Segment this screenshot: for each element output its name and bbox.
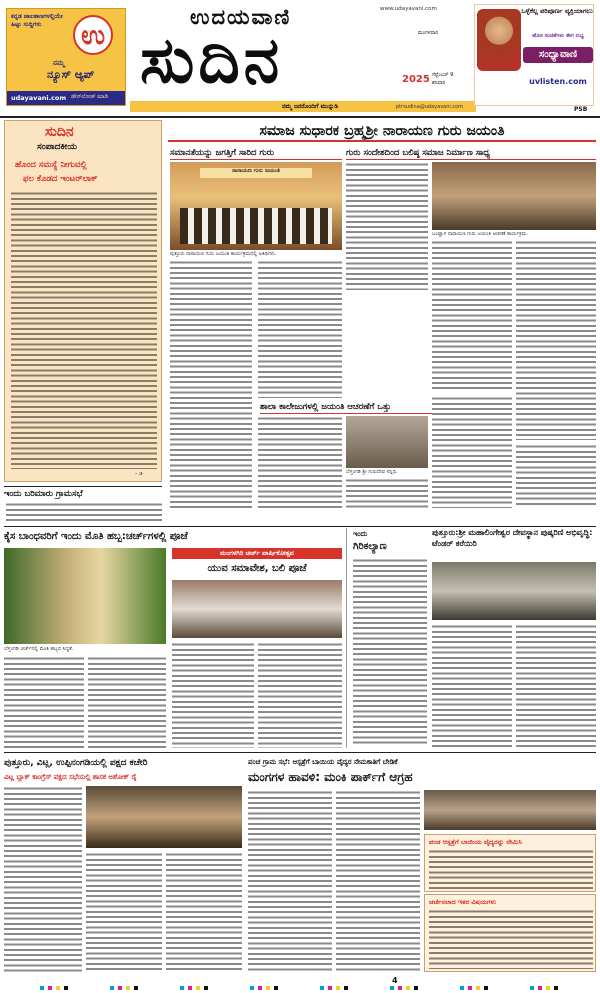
email: ptrsudina@udayavani.com bbox=[396, 104, 464, 110]
mid-headline-left: ಕೈಸ ಬಾಂಧವರಿಗೆ ಇಂದು ಮೊತಿ ಹಬ್ಬ:ಚರ್ಚ್‌ಗಳಲ್ಲಿ ಪೂಜೆ bbox=[4, 531, 188, 542]
section-rule-1 bbox=[4, 526, 596, 527]
lead-right-col3 bbox=[516, 240, 596, 440]
mid-right-box bbox=[346, 528, 428, 748]
lead-mid-col1 bbox=[258, 416, 342, 508]
promo-bottom-bar bbox=[7, 91, 126, 106]
mid-left-col2 bbox=[88, 656, 166, 748]
psb-label: PSB bbox=[574, 106, 588, 113]
mid-right-body bbox=[353, 558, 427, 746]
editorial-box bbox=[4, 120, 162, 482]
mid-mid-col1 bbox=[172, 642, 254, 748]
bottom-box2-title: ಚರ್ಚೆಸಲಾದ ಇತರ ವಿಷಯಗಳು bbox=[429, 898, 496, 906]
mid-left-col1 bbox=[4, 656, 84, 748]
mid-far-col2 bbox=[516, 624, 596, 748]
promo-line1: ಕನ್ನಡ ಜಾಲತಾಣಗಳಲ್ಲಿಯೇ ಹಿಟ್ಟು ಸುದ್ದಿಗಳು bbox=[11, 13, 63, 28]
mid-kicker-right: ಇಂದು bbox=[353, 530, 368, 538]
ad-sub: ಹೊಸ ಸಂಚಿಕೆಗಳು ಈಗ ಲಭ್ಯ bbox=[532, 33, 584, 39]
lead-photo-mid bbox=[346, 416, 428, 468]
audio-ad[interactable] bbox=[474, 4, 594, 106]
masthead-rule bbox=[0, 116, 600, 118]
lead-caption: ಪುತ್ತೂರು ನಾರಾಯಣ ಗುರು ಜಯಂತಿ ಕಾರ್ಯಕ್ರಮದಲ್ಲಿ ಅತಿಥಿಗಳು. bbox=[170, 251, 277, 257]
bottom-box2-body bbox=[429, 909, 593, 969]
brand-big: ಸುದಿನ bbox=[140, 24, 284, 98]
promo-app: ನ್ಯೂಸ್ ಆ್ಯಪ್ bbox=[47, 68, 95, 81]
lead-body-col1 bbox=[170, 260, 252, 508]
editorial-body bbox=[11, 191, 157, 469]
lead-banner: ಸಮಾಜ ಸುಧಾರಕ ಬ್ರಹ್ಮಶ್ರೀ ನಾರಾಯಣ ಗುರು ಜಯಂತಿ bbox=[168, 120, 596, 142]
mid-kicker-mid: ಮಂಗಳಗಿರಿ ಚರ್ಚ್ ವಾರ್ಷಿಕೋತ್ಸವ bbox=[172, 548, 342, 559]
bottom-box1-title: ಪಂಚ ಆಸ್ಪತ್ರೆಗೆ ಬಾಯಿಯ ವೈದ್ಯರನ್ನು ನೇಮಿಸಿ bbox=[429, 838, 522, 846]
promo-site[interactable]: udayavani.com bbox=[11, 94, 67, 102]
bottom-right-col2 bbox=[336, 790, 420, 972]
mid-photo-mid bbox=[172, 580, 342, 638]
promo-line2: ನಮ್ಮ bbox=[53, 59, 65, 67]
mid-headline-right: ಗಿರಿಕಲ್ಯಾಣ bbox=[353, 541, 387, 552]
mid-headline-mid: ಯುವ ಸಮಾವೇಶ, ಬಲಿ ಪೂಜೆ bbox=[207, 563, 307, 574]
lead-sub-mid: ಶಾಲಾ ಕಾಲೇಜುಗಳಲ್ಲಿ ಜಯಂತಿ ಆಚರಣೆಗೆ ಒತ್ತು bbox=[260, 400, 510, 414]
masthead bbox=[0, 0, 600, 118]
lead-caption3: ಬೆಳ್ತಂಗಡಿ ಶ್ರೀ ಗುರುದೇವ ಸನ್ನಿಧಿ. bbox=[346, 469, 398, 475]
lead-stage-sign: ನಾರಾಯಣ ಗುರು ಜಯಂತಿ bbox=[200, 168, 312, 178]
editorial-headline1: ಹೊಂದ ಸಮಸ್ಯೆ ನೀಗುವಲ್ಲಿ bbox=[15, 160, 87, 170]
page-number: 4 bbox=[392, 976, 398, 985]
brand-small: ಉದಯವಾಣಿ bbox=[190, 5, 292, 29]
lead-mid-col4 bbox=[516, 444, 596, 508]
stage-people bbox=[180, 208, 332, 244]
cmyk-dots bbox=[40, 986, 560, 990]
bottom-box1 bbox=[424, 834, 596, 892]
registration-marks bbox=[0, 984, 600, 992]
mid-caption-left: ಬೆಳ್ತಂಗಡಿ ಚರ್ಚ್‌ನಲ್ಲಿ ಮೊತಿ ಹಬ್ಬದ ಸಿದ್ಧತೆ. bbox=[4, 646, 74, 652]
date-line2: ಶನಿವಾರ bbox=[432, 80, 446, 86]
ad-site[interactable]: uvlisten.com bbox=[529, 77, 587, 86]
bottom-left-col3 bbox=[166, 852, 242, 972]
bottom-box2 bbox=[424, 894, 596, 972]
bottom-right-col1 bbox=[248, 790, 332, 972]
mid-mid-col2 bbox=[258, 642, 342, 748]
mid-photo-far bbox=[432, 562, 596, 620]
lead-caption2: ಬಂಟ್ವಾಳ ನಾರಾಯಣ ಗುರು ಜಯಂತಿ ಆಚರಣೆ ಕಾರ್ಯಕ್ರಮ. bbox=[432, 231, 528, 237]
date-line1: ಸೆಪ್ಟೆಂಬರ್ 9 bbox=[432, 72, 454, 78]
ad-brand: ಸಂಧ್ಯಾವಾಣಿ bbox=[523, 47, 593, 63]
presenter-photo bbox=[477, 9, 521, 71]
lead-mid-col3 bbox=[432, 396, 512, 508]
year: 2025 bbox=[402, 74, 430, 85]
bottom-left-col1 bbox=[4, 786, 82, 972]
ad-title: ಒಳ್ಳೆಕೆಲ್ಲ ಪರಿಪೂರ್ಣ ವ್ಯಕ್ತಿಯಾಗಲು bbox=[521, 7, 593, 15]
editorial-label: ಸಂಪಾದಕೀಯ bbox=[37, 142, 77, 152]
bottom-box1-body bbox=[429, 849, 593, 889]
lead-sub-right: ಗುರು ಸಂದೇಶದಿಂದ ಬಲಿಷ್ಠ ಸಮಾಜ ನಿರ್ಮಾಣ ಸಾಧ್ಯ bbox=[346, 146, 596, 160]
lead-right-col2 bbox=[432, 240, 512, 392]
bottom-kicker-right: ಪಂಚ ಗ್ರಾಮ ಸಭೆ: ಆಸ್ಪತ್ರೆಗೆ ಬಾಯಿಯ ವೈದ್ಯರ ನೇಮಕಾತಿಗೆ ಬೇಡಿಕೆ bbox=[248, 758, 398, 766]
website-top: www.udayavani.com bbox=[380, 6, 437, 12]
bottom-headline-left2: ವಿಟ್ಲ ಬ್ಲಾಕ್ ಕಾಂಗ್ರೆಸ್ ಪಕ್ಷದ ಸಭೆಯಲ್ಲಿ ಶಾಸಕ ಅಶೋಕ್ ರೈ bbox=[4, 773, 137, 781]
section-rule-2 bbox=[4, 752, 596, 753]
day-label: ಮಂಗಳವಾರ bbox=[418, 30, 439, 36]
editorial-sign: – ಚಿ bbox=[135, 471, 143, 477]
bottom-headline-left1: ಪುತ್ತೂರು, ವಿಟ್ಲ, ಉಪ್ಪಿನಂಗಡಿಯಲ್ಲಿ ಪಕ್ಷದ ಕಚೇರಿ bbox=[4, 758, 148, 768]
bottom-photo-left bbox=[86, 786, 242, 848]
promo-download[interactable]: ಡೌನ್‌ಲೋಡ್ ಮಾಡಿ bbox=[71, 94, 108, 100]
lead-right-col1 bbox=[346, 162, 428, 290]
mid-far-col1 bbox=[432, 624, 512, 748]
bottom-left-col2 bbox=[86, 852, 162, 972]
app-promo[interactable] bbox=[6, 8, 126, 106]
lead-mid-col2 bbox=[346, 478, 428, 508]
mid-photo-left bbox=[4, 548, 166, 644]
tagline: ನಮ್ಮ ಜನರೊಂದಿಗೆ ಮುನ್ನುಡಿ bbox=[281, 103, 339, 110]
editorial-headline2: ಫಲ ಕೊಡದ ಇಂಟರ್‌ಲಾಕ್ bbox=[23, 174, 98, 184]
bottom-photo-right bbox=[424, 790, 596, 830]
u-logo-icon: ಉ bbox=[73, 15, 113, 55]
lead-photo-right bbox=[432, 162, 596, 230]
bottom-headline-right: ಮಂಗಗಳ ಹಾವಳಿ: ಮಂಕಿ ಪಾರ್ಕ್‌ಗೆ ಆಗ್ರಹ bbox=[248, 770, 413, 784]
editorial-brand: ಸುದಿನ bbox=[45, 124, 74, 140]
mid-headline-far: ಪುತ್ತೂರು:ಶ್ರೀ ಮಹಾಲಿಂಗೇಶ್ವರ ದೇವಸ್ಥಾನ ಪುಷ್ಕರಿಣಿ ಅಭಿವೃದ್ಧಿ: ಟೆಂಡರ್ ಕರೆಯಿರಿ bbox=[432, 528, 593, 548]
lead-sub-left: ಸಮಾನತೆಯನ್ನು ಜಗತ್ತಿಗೆ ಸಾರಿದ ಗುರು bbox=[170, 146, 342, 160]
ward-headline: ಇಂದು ಬರಿಮಾರು ಗ್ರಾಮಸಭೆ bbox=[4, 486, 162, 500]
ward-body bbox=[6, 502, 162, 524]
lead-photo-stage bbox=[170, 162, 342, 250]
lead-body-col2 bbox=[258, 260, 342, 398]
date-box bbox=[396, 22, 458, 96]
